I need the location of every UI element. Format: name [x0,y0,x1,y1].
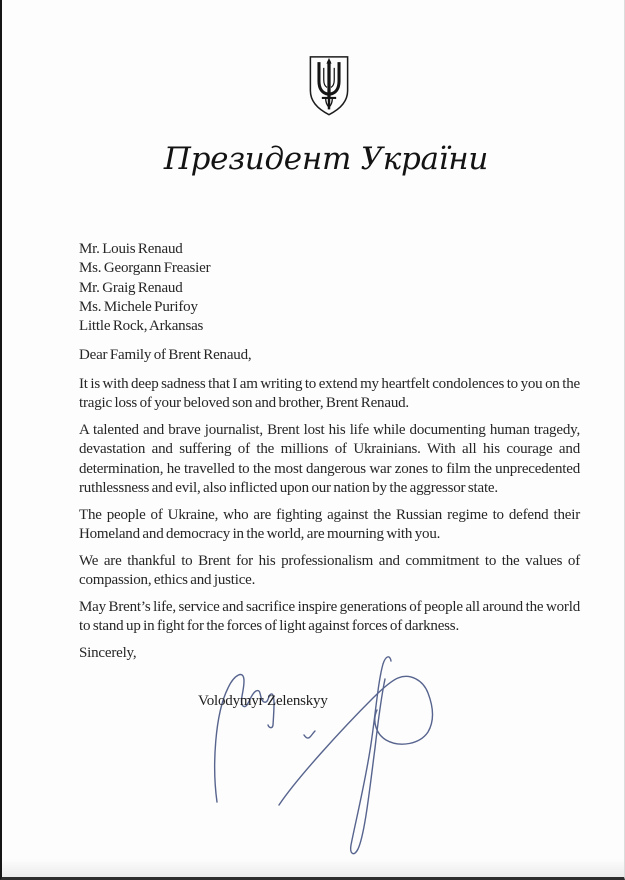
signature-block [195,648,445,863]
recipient-address-block [79,240,210,336]
letter-paragraph: We are thankful to Brent for his professionalism and commitment to the values of compassion, ethics and justice. [79,552,580,588]
recipient-line: Ms. Georgann Freasier [79,260,211,277]
letter-body [79,346,580,663]
letter-paragraph: May Brent’s life, service and sacrifice inspire generations of people all around the world to stand up in fight for the forces of light against forces of darkness. [79,598,580,634]
handwritten-signature [215,657,433,854]
letterhead-title: Президент України [163,141,489,177]
recipient-line: Mr. Louis Renaud [79,241,183,257]
closing: Sincerely, [79,644,137,661]
recipient-city-line: Little Rock, Arkansas [79,318,204,335]
ukraine-trident-emblem-icon [308,54,350,118]
letter-paragraph: A talented and brave journalist, Brent lost his life while documenting human tragedy, devastation and suffering of the millions of Ukrainians. With all his courage and determination, he travelled to the most dangerous war zones to film the unprecedented ruthlessness and evil, also inflicted upon our nation by the aggressor state. [79,421,580,496]
signatory-name: Volodymyr Zelenskyy [198,693,328,709]
letter-paragraph: It is with deep sadness that I am writing to extend my heartfelt condolences to you on the tragic loss of your beloved son and brother, Brent Renaud. [79,375,580,411]
recipient-line: Ms. Michele Purifoy [79,298,198,315]
letter-paragraph: The people of Ukraine, who are fighting against the Russian regime to defend their Homeland and democracy in the world, are mourning with you. [79,506,580,542]
salutation: Dear Family of Brent Renaud, [79,347,252,363]
recipient-line: Mr. Graig Renaud [79,279,183,296]
